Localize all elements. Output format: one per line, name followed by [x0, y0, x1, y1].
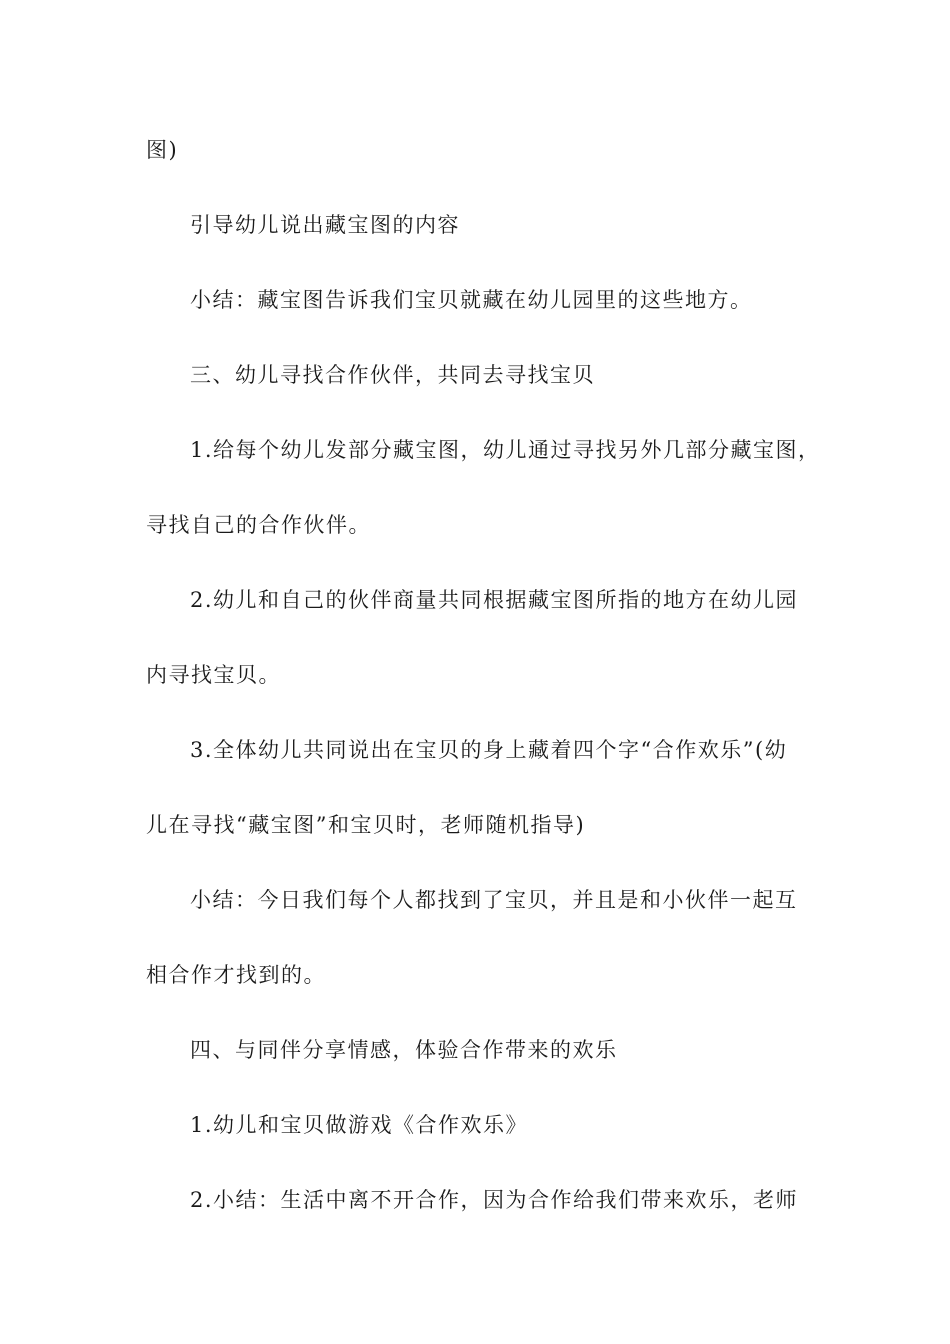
text-line: 2.幼儿和自己的伙伴商量共同根据藏宝图所指的地方在幼儿园 [190, 588, 799, 612]
text-line: 小结：今日我们每个人都找到了宝贝，并且是和小伙伴一起互 [190, 888, 798, 912]
text-line: 内寻找宝贝。 [146, 663, 281, 687]
section-heading: 四、与同伴分享情感，体验合作带来的欢乐 [190, 1038, 618, 1062]
text-line: 1.给每个幼儿发部分藏宝图，幼儿通过寻找另外几部分藏宝图， [190, 438, 821, 462]
text-line: 儿在寻找“藏宝图”和宝贝时，老师随机指导) [146, 813, 586, 837]
text-line: 小结：藏宝图告诉我们宝贝就藏在幼儿园里的这些地方。 [190, 288, 753, 312]
text-line: 图) [146, 138, 179, 162]
text-line: 3.全体幼儿共同说出在宝贝的身上藏着四个字“合作欢乐”(幼 [190, 738, 788, 762]
section-heading: 三、幼儿寻找合作伙伴，共同去寻找宝贝 [190, 363, 595, 387]
text-line: 引导幼儿说出藏宝图的内容 [190, 213, 460, 237]
text-line: 1.幼儿和宝贝做游戏《合作欢乐》 [190, 1113, 529, 1137]
text-line: 寻找自己的合作伙伴。 [146, 513, 371, 537]
text-line: 2.小结：生活中离不开合作，因为合作给我们带来欢乐，老师 [190, 1188, 799, 1212]
text-line: 相合作才找到的。 [146, 963, 326, 987]
